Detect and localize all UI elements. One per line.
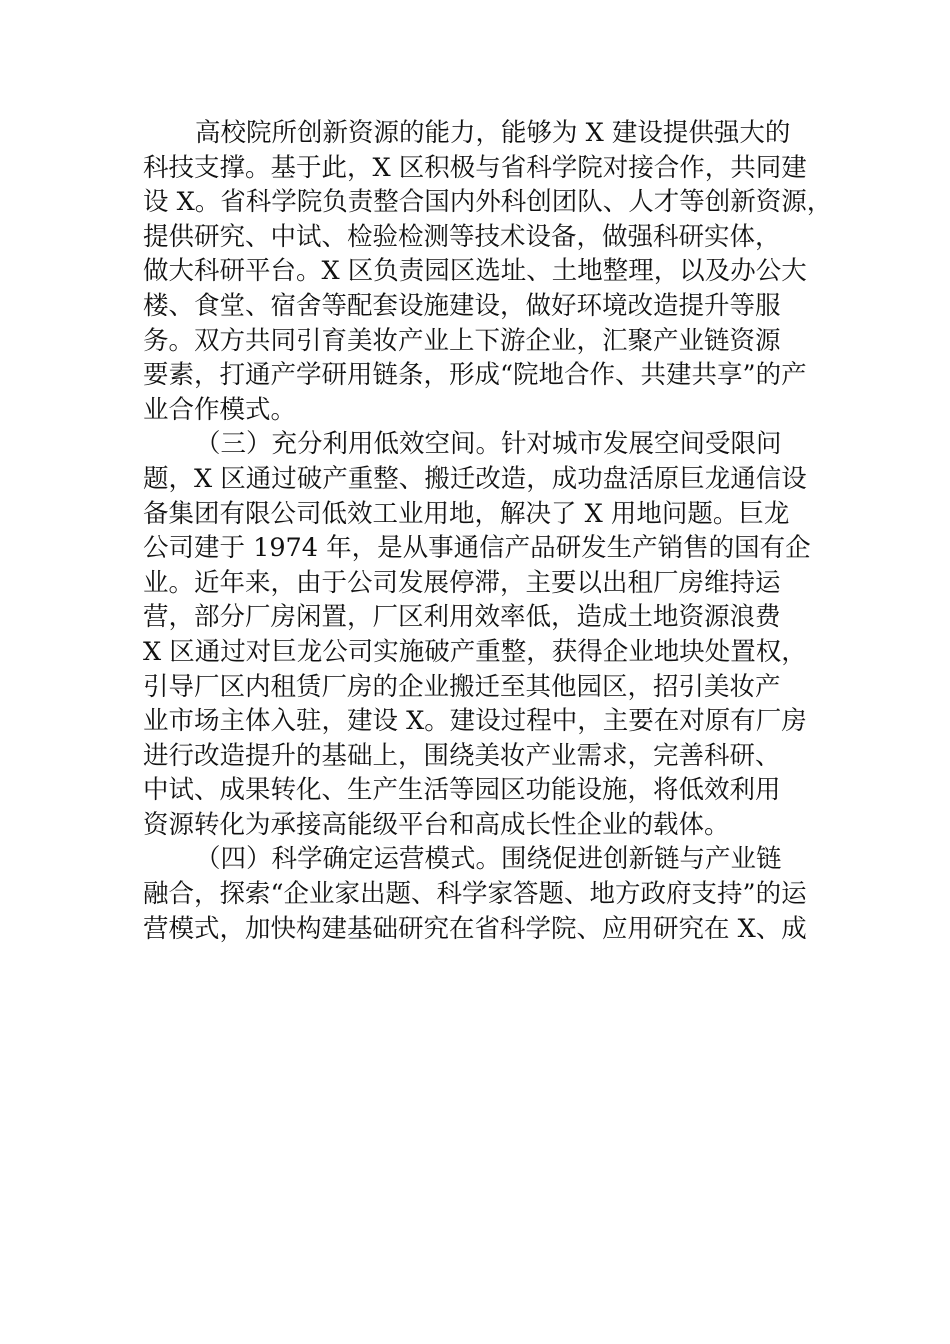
paragraph-line: 业市场主体入驻，建设 X。建设过程中，主要在对原有厂房 [143, 706, 807, 737]
paragraph-line: 引导厂区内租赁厂房的企业搬迁至其他园区，招引美妆产 [143, 671, 781, 702]
section-heading-line: （四）科学确定运营模式。围绕促进创新链与产业链 [195, 844, 782, 875]
paragraph-line: 题，X 区通过破产重整、搬迁改造，成功盘活原巨龙通信设 [143, 463, 807, 494]
paragraph-line: 楼、食堂、宿舍等配套设施建设，做好环境改造提升等服 [143, 290, 781, 321]
paragraph-line: X 区通过对巨龙公司实施破产重整，获得企业地块处置权， [143, 636, 807, 667]
paragraph-line: 进行改造提升的基础上，围绕美妆产业需求，完善科研、 [143, 740, 781, 771]
paragraph-line: 营模式，加快构建基础研究在省科学院、应用研究在 X、成 [143, 913, 807, 944]
paragraph-line: 要素，打通产学研用链条，形成“院地合作、共建共享”的产 [143, 360, 807, 391]
paragraph-line: 高校院所创新资源的能力，能够为 X 建设提供强大的 [195, 118, 791, 148]
section-heading-line: （三）充分利用低效空间。针对城市发展空间受限问 [195, 429, 782, 460]
paragraph-line: 资源转化为承接高能级平台和高成长性企业的载体。 [143, 809, 730, 840]
paragraph-line: 营，部分厂房闲置，厂区利用效率低，造成土地资源浪费 [143, 602, 781, 633]
paragraph-line: 提供研究、中试、检验检测等技术设备，做强科研实体， [143, 221, 781, 252]
paragraph-line: 融合，探索“企业家出题、科学家答题、地方政府支持”的运 [143, 879, 807, 910]
paragraph-line: 做大科研平台。X 区负责园区选址、土地整理，以及办公大 [143, 256, 807, 287]
paragraph-line: 业。近年来，由于公司发展停滞，主要以出租厂房维持运 [143, 567, 781, 598]
paragraph-line: 中试、成果转化、生产生活等园区功能设施，将低效利用 [143, 775, 781, 806]
paragraph-line: 设 X。省科学院负责整合国内外科创团队、人才等创新资源， [143, 187, 833, 218]
paragraph-line: 业合作模式。 [143, 394, 297, 425]
paragraph-line: 公司建于 1974 年，是从事通信产品研发生产销售的国有企 [143, 533, 811, 564]
paragraph-line: 科技支撑。基于此，X 区积极与省科学院对接合作，共同建 [143, 152, 807, 183]
paragraph-line: 备集团有限公司低效工业用地，解决了 X 用地问题。巨龙 [143, 498, 790, 529]
paragraph-line: 务。双方共同引育美妆产业上下游企业，汇聚产业链资源 [143, 325, 781, 356]
body-text [143, 116, 833, 946]
